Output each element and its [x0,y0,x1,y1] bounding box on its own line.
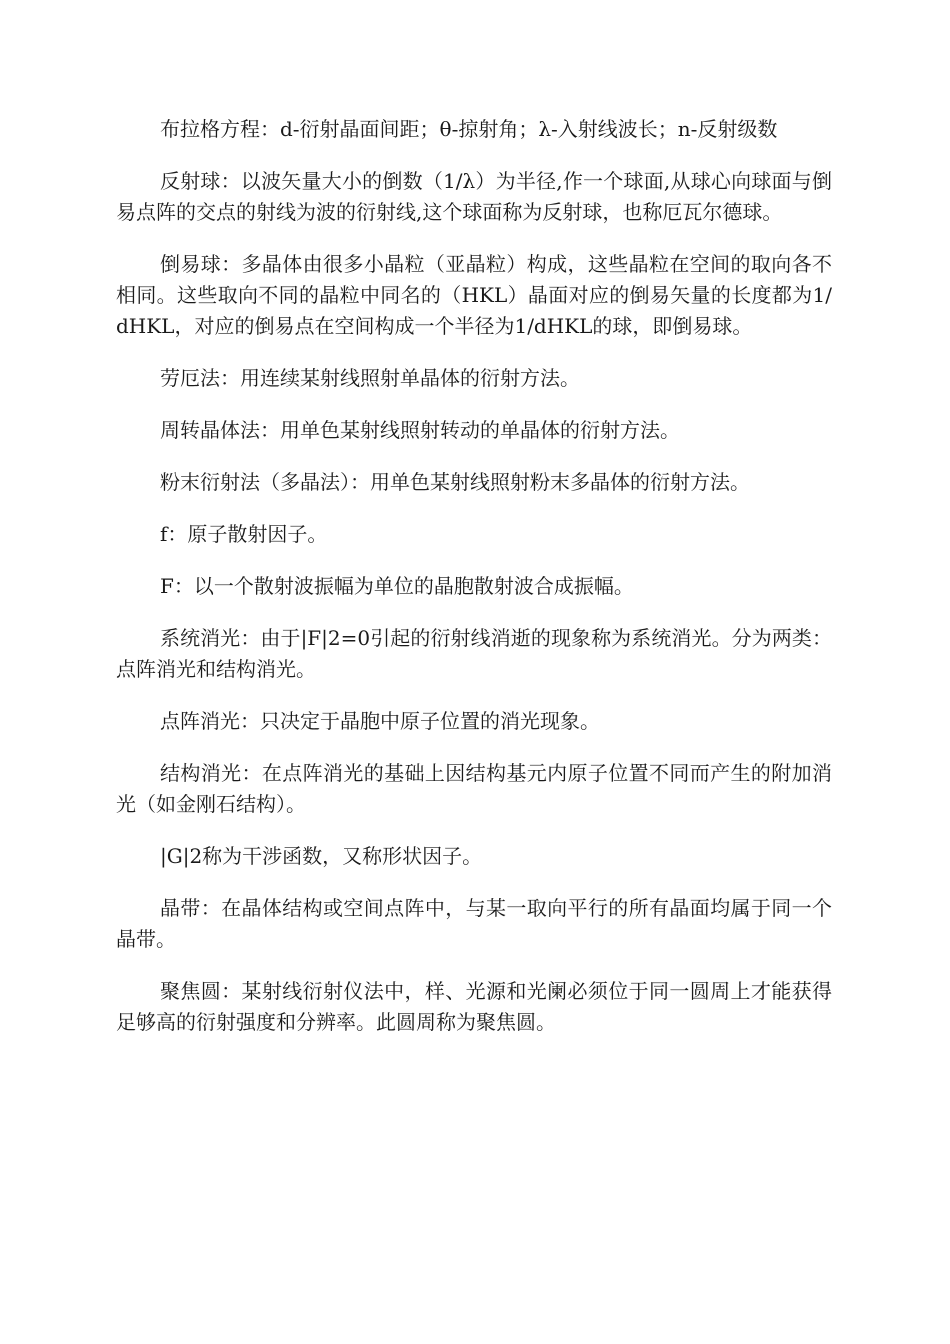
paragraph-reciprocal-sphere: 倒易球：多晶体由很多小晶粒（亚晶粒）构成，这些晶粒在空间的取向各不相同。这些取向不同的晶粒中同名的（HKL）晶面对应的倒易矢量的长度都为1/dHKL，对应的倒易点在空间构成一个半径为1/dHKL的球，即倒易球。 [116,252,832,338]
paragraph-powder-diffraction: 粉末衍射法（多晶法）：用单色某射线照射粉末多晶体的衍射方法。 [160,470,750,494]
paragraph-reflection-sphere: 反射球：以波矢量大小的倒数（1/λ）为半径,作一个球面,从球心向球面与倒易点阵的交点的射线为波的衍射线,这个球面称为反射球，也称厄瓦尔德球。 [116,169,832,224]
paragraph-atomic-scattering-factor: f：原子散射因子。 [160,522,328,546]
paragraph-systematic-extinction: 系统消光：由于|F|2=0引起的衍射线消逝的现象称为系统消光。分为两类：点阵消光和结构消光。 [116,626,832,681]
document-body [116,114,832,1059]
paragraph-focusing-circle: 聚焦圆：某射线衍射仪法中，样、光源和光阑必须位于同一圆周上才能获得足够高的衍射强度和分辨率。此圆周称为聚焦圆。 [116,979,832,1034]
paragraph-structure-extinction: 结构消光：在点阵消光的基础上因结构基元内原子位置不同而产生的附加消光（如金刚石结构）。 [116,761,832,816]
paragraph-lattice-extinction: 点阵消光：只决定于晶胞中原子位置的消光现象。 [160,709,600,733]
paragraph-laue-method: 劳厄法：用连续某射线照射单晶体的衍射方法。 [160,366,580,390]
paragraph-structure-factor: F：以一个散射波振幅为单位的晶胞散射波合成振幅。 [160,574,634,598]
paragraph-rotating-crystal-method: 周转晶体法：用单色某射线照射转动的单晶体的衍射方法。 [160,418,680,442]
paragraph-crystal-zone: 晶带：在晶体结构或空间点阵中，与某一取向平行的所有晶面均属于同一个晶带。 [116,896,832,951]
paragraph-interference-function: |G|2称为干涉函数，又称形状因子。 [160,844,483,868]
paragraph-bragg-equation: 布拉格方程：d-衍射晶面间距；θ-掠射角；λ-入射线波长；n-反射级数 [160,117,778,141]
